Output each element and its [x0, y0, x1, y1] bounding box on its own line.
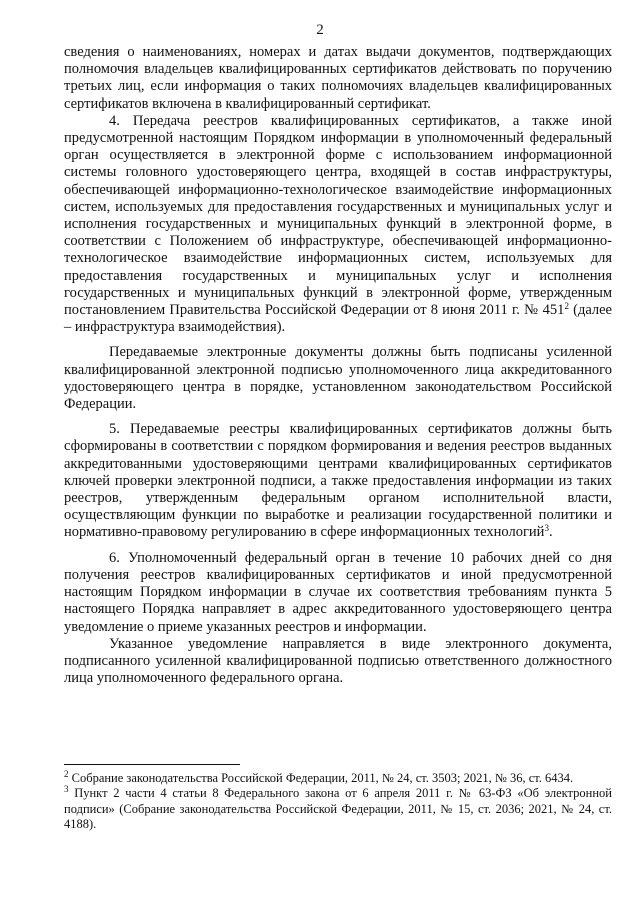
footnote-ref-2[interactable]: 2 — [564, 301, 569, 312]
footnote-ref-3[interactable]: 3 — [544, 523, 549, 534]
paragraph-2-suffix: (далее – инфраструктура взаимодействия). — [64, 302, 612, 336]
paragraph-4-suffix: . — [548, 524, 553, 541]
footnote-2-text: Собрание законодательства Российской Федерации, 2011, № 24, ст. 3503; 2021, № 36, ст. 6434. — [71, 771, 574, 785]
page-number: 2 — [316, 22, 324, 38]
paragraph-6: Указанное уведомление направляется в виде электронного документа, подписанного усиленной квалифицированной подписью ответственного должностного лица уполномоченного федерального органа. — [64, 635, 612, 687]
paragraph-1: сведения о наименованиях, номерах и датах выдачи документов, подтверждающих полномочия владельцев квалифицированных сертификатов действовать по поручению третьих лиц, если информация о таких полномочиях владельцев квалифицированных сертификатов включена в квалифицированный сертификат. — [64, 44, 612, 112]
footnote-mark-3: 3 — [64, 784, 69, 795]
paragraph-5: 6. Уполномоченный федеральный орган в течение 10 рабочих дней со дня получения реестров квалифицированных сертификатов и иной предусмотренной настоящим Порядком информации в случае их соответствия требованиям пункта 5 настоящего Порядка направляет в адрес аккредитованного удостоверяющего центра уведомление о приеме указанных реестров и информации. — [64, 549, 612, 635]
footnote-2 — [64, 771, 612, 786]
footnote-mark-2: 2 — [64, 769, 69, 779]
paragraph-2 — [64, 113, 612, 337]
paragraph-4 — [64, 421, 612, 541]
footnote-divider — [64, 764, 240, 765]
footnote-3 — [64, 786, 612, 832]
paragraph-3: Передаваемые электронные документы должны быть подписаны усиленной квалифицированной электронной подписью уполномоченного лица аккредитованного удостоверяющего центра в порядке, установленном законодательством Российской Федерации. — [64, 344, 612, 413]
footnotes — [64, 771, 612, 833]
paragraph-2-text: 4. Передача реестров квалифицированных сертификатов, а также иной предусмотренной настоящим Порядком информации в уполномоченный федеральный орган осуществляется в электронной форме с использованием информационной системы головного удостоверяющего центра, входящей в состав инфраструктуры, обеспечивающей информационно-технологическое взаимодействие информационных систем, используемых для предоставления государственных и муниципальных услуг и исполнения государственных и муниципальных функций в электронной форме, в соответствии с Положением об инфраструктуре, обеспечивающей информационно-технологическое взаимодействие информационных систем, используемых для предоставления государственных и муниципальных услуг и исполнения государственных и муниципальных функций в электронной форме, утвержденным постановлением Правительства Российской Федерации от 8 июня 2011 г. № 451 — [64, 112, 612, 319]
paragraph-4-text: 5. Передаваемые реестры квалифицированных сертификатов должны быть сформированы в соответствии с порядком формирования и ведения реестров выданных аккредитованными удостоверяющими центрами квалифицированных сертификатов ключей проверки электронной подписи, а также предоставления информации из таких реестров, утвержденным федеральным органом исполнительной власти, осуществляющим функции по выработке и реализации государственной политики и нормативно-правовому регулированию в сфере информационных технологий — [64, 421, 612, 541]
footnote-3-text: Пункт 2 части 4 статьи 8 Федерального закона от 6 апреля 2011 г. № 63-ФЗ «Об электронной подписи» (Собрание законодательства Российской Федерации, 2011, № 15, ст. 2036; 2021, № 24, ст. 4188). — [64, 786, 612, 832]
body-text — [64, 44, 612, 687]
